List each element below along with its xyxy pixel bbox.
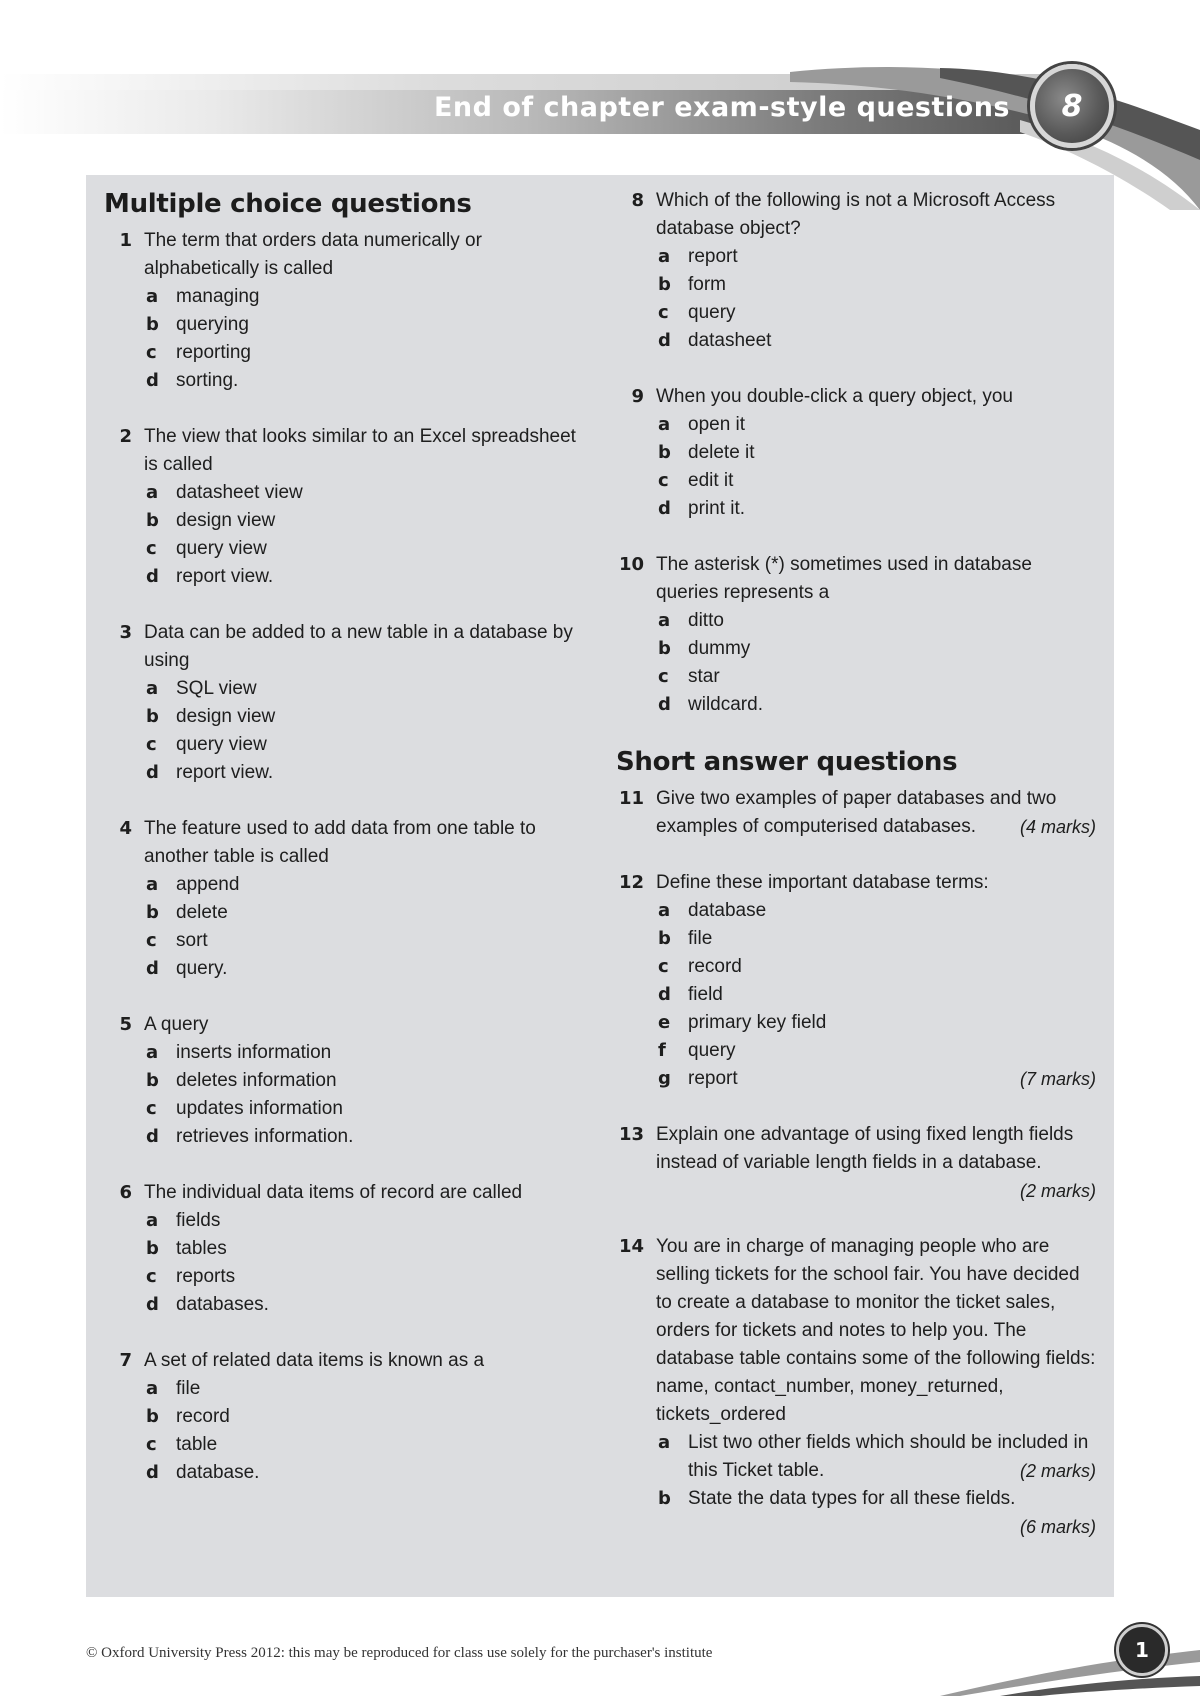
option-text: deletes information <box>176 1070 337 1091</box>
question-7 <box>104 1347 584 1487</box>
option-c <box>656 299 1096 327</box>
option-text: datasheet view <box>176 482 303 503</box>
question-text: The asterisk (*) sometimes used in database queries represents a <box>656 554 1032 603</box>
question-number: 3 <box>119 622 132 643</box>
option-text: fields <box>176 1210 221 1231</box>
option-d <box>656 691 1096 719</box>
option-text: retrieves information. <box>176 1126 354 1147</box>
option-d <box>144 955 584 983</box>
option-text: List two other fields which should be included in this Ticket table. <box>688 1432 1089 1481</box>
chapter-badge <box>1030 64 1114 148</box>
option-letter: a <box>146 1378 159 1399</box>
option-a <box>144 1039 584 1067</box>
field-list: name, contact_number, money_returned, tickets_ordered <box>656 1376 1004 1425</box>
option-text: query view <box>176 538 267 559</box>
answer-options <box>144 871 584 983</box>
option-a <box>144 871 584 899</box>
answer-options <box>144 1207 584 1319</box>
option-text: reports <box>176 1266 236 1287</box>
option-a <box>656 607 1096 635</box>
answer-options <box>656 411 1096 523</box>
option-letter: d <box>658 984 671 1005</box>
answer-options <box>656 243 1096 355</box>
question-text: Explain one advantage of using fixed length fields instead of variable length fields in a database. <box>656 1124 1074 1173</box>
answer-options <box>144 283 584 395</box>
question-text <box>656 785 1096 841</box>
option-b <box>144 1403 584 1431</box>
question-text-content: Give two examples of paper databases and two examples of computerised databases. <box>656 788 1057 837</box>
option-d <box>656 981 1096 1009</box>
option-letter: b <box>146 1238 159 1259</box>
question-number: 14 <box>618 1236 644 1257</box>
option-letter: c <box>146 1434 157 1455</box>
option-letter: e <box>658 1012 671 1033</box>
question-12 <box>616 869 1096 1093</box>
option-c <box>144 927 584 955</box>
option-text: sort <box>176 930 208 951</box>
option-c <box>144 535 584 563</box>
option-f <box>656 1037 1096 1065</box>
option-a <box>656 411 1096 439</box>
option-letter: b <box>146 510 159 531</box>
question-text: Which of the following is not a Microsoft Access database object? <box>656 190 1056 239</box>
question-number: 2 <box>119 426 132 447</box>
option-text: databases. <box>176 1294 269 1315</box>
answer-options <box>144 675 584 787</box>
option-text: query view <box>176 734 267 755</box>
option-letter: c <box>146 538 157 559</box>
option-letter: c <box>146 1098 157 1119</box>
marks-label: (2 marks) <box>1020 1181 1096 1201</box>
option-text: query. <box>176 958 228 979</box>
option-text: field <box>688 984 723 1005</box>
option-a <box>656 897 1096 925</box>
question-number: 4 <box>119 818 132 839</box>
option-c <box>656 953 1096 981</box>
option-letter: c <box>146 930 157 951</box>
option-text: tables <box>176 1238 227 1259</box>
option-text: record <box>176 1406 230 1427</box>
marks-label: (7 marks) <box>1020 1069 1096 1089</box>
option-b <box>144 1235 584 1263</box>
marks-label: (6 marks) <box>1020 1517 1096 1537</box>
option-text: print it. <box>688 498 746 519</box>
question-14 <box>616 1233 1096 1541</box>
option-letter: b <box>658 442 671 463</box>
question-number: 7 <box>119 1350 132 1371</box>
option-text: report <box>688 1068 738 1089</box>
option-letter: d <box>146 566 159 587</box>
question-5 <box>104 1011 584 1151</box>
option-letter: d <box>658 694 671 715</box>
option-c <box>656 467 1096 495</box>
question-number: 1 <box>119 230 132 251</box>
option-text: append <box>176 874 240 895</box>
page-number: 1 <box>1135 1638 1149 1662</box>
option-text: report view. <box>176 566 274 587</box>
question-11 <box>616 785 1096 841</box>
question-number: 5 <box>119 1014 132 1035</box>
page-number-badge <box>1116 1624 1168 1676</box>
option-text: wildcard. <box>688 694 763 715</box>
answer-options <box>656 897 1096 1093</box>
option-b <box>656 439 1096 467</box>
option-text: star <box>688 666 720 687</box>
option-letter: b <box>146 902 159 923</box>
option-b <box>656 925 1096 953</box>
option-text: report view. <box>176 762 274 783</box>
option-letter: b <box>658 274 671 295</box>
question-text: You are in charge of managing people who are selling tickets for the school fair. You have decided to create a database to monitor the ticket sales, orders for tickets and notes to help you. The database table contains some of the following fields: <box>656 1236 1096 1369</box>
right-column <box>616 175 1096 1569</box>
option-text: primary key field <box>688 1012 827 1033</box>
option-letter: a <box>658 414 671 435</box>
option-text: record <box>688 956 742 977</box>
option-letter: d <box>146 370 159 391</box>
option-c <box>144 731 584 759</box>
option-b <box>144 899 584 927</box>
option-letter: b <box>146 1406 159 1427</box>
option-b <box>144 703 584 731</box>
question-number: 9 <box>631 386 644 407</box>
question-text: Define these important database terms: <box>656 872 989 893</box>
question-number: 13 <box>618 1124 644 1145</box>
option-text: open it <box>688 414 746 435</box>
option-a <box>144 1375 584 1403</box>
question-text: When you double-click a query object, you <box>656 386 1013 407</box>
option-letter: a <box>658 1432 671 1453</box>
option-letter: c <box>658 470 669 491</box>
option-letter: d <box>146 762 159 783</box>
option-text: reporting <box>176 342 251 363</box>
option-a <box>656 243 1096 271</box>
question-text: The term that orders data numerically or alphabetically is called <box>144 230 482 279</box>
option-text: SQL view <box>176 678 257 699</box>
option-text: managing <box>176 286 260 307</box>
option-letter: a <box>146 1042 159 1063</box>
copyright-notice: © Oxford University Press 2012: this may be reproduced for class use solely for the purchaser's institute <box>86 1645 713 1661</box>
option-letter: c <box>146 1266 157 1287</box>
option-text: design view <box>176 706 276 727</box>
option-letter: b <box>658 928 671 949</box>
option-letter: c <box>146 342 157 363</box>
option-letter: b <box>146 314 159 335</box>
option-a <box>144 675 584 703</box>
option-b <box>144 311 584 339</box>
option-text: updates information <box>176 1098 343 1119</box>
option-text: sorting. <box>176 370 239 391</box>
option-text: State the data types for all these fields. <box>688 1488 1016 1509</box>
option-text: query <box>688 302 736 323</box>
option-text: file <box>688 928 713 949</box>
option-letter: b <box>146 1070 159 1091</box>
option-text: query <box>688 1040 736 1061</box>
page-title: End of chapter exam-style questions <box>433 92 1010 123</box>
option-d <box>144 759 584 787</box>
option-text: delete it <box>688 442 755 463</box>
option-d <box>656 327 1096 355</box>
option-text: form <box>688 274 726 295</box>
question-text: A set of related data items is known as a <box>144 1350 485 1371</box>
option-letter: c <box>658 956 669 977</box>
option-text: file <box>176 1378 201 1399</box>
question-1 <box>104 227 584 395</box>
option-d <box>144 367 584 395</box>
option-b <box>656 271 1096 299</box>
option-letter: d <box>146 958 159 979</box>
option-letter: a <box>146 286 159 307</box>
option-text: dummy <box>688 638 751 659</box>
question-10 <box>616 551 1096 719</box>
answer-options <box>144 1375 584 1487</box>
option-d <box>144 563 584 591</box>
option-c <box>656 663 1096 691</box>
option-c <box>144 1263 584 1291</box>
option-a <box>144 283 584 311</box>
question-4 <box>104 815 584 983</box>
sub-question-a <box>656 1429 1096 1485</box>
question-text: The view that looks similar to an Excel spreadsheet is called <box>144 426 576 475</box>
question-6 <box>104 1179 584 1319</box>
option-letter: d <box>658 330 671 351</box>
question-3 <box>104 619 584 787</box>
option-letter: a <box>146 678 159 699</box>
chapter-number: 8 <box>1061 88 1083 124</box>
multiple-choice-heading: Multiple choice questions <box>104 189 472 219</box>
question-number: 12 <box>618 872 644 893</box>
option-letter: f <box>658 1040 666 1061</box>
question-13 <box>616 1121 1096 1205</box>
question-8 <box>616 187 1096 355</box>
option-letter: d <box>658 498 671 519</box>
option-letter: c <box>658 666 669 687</box>
option-b <box>144 1067 584 1095</box>
question-text: A query <box>144 1014 209 1035</box>
option-b <box>656 635 1096 663</box>
option-text: ditto <box>688 610 724 631</box>
option-a <box>144 479 584 507</box>
option-c <box>144 1431 584 1459</box>
question-text: The feature used to add data from one table to another table is called <box>144 818 536 867</box>
option-letter: b <box>658 1488 671 1509</box>
question-2 <box>104 423 584 591</box>
question-number: 6 <box>119 1182 132 1203</box>
left-column <box>104 175 584 1515</box>
option-letter: a <box>658 900 671 921</box>
left-question-list <box>104 227 584 1487</box>
short-answer-heading: Short answer questions <box>616 747 958 777</box>
marks-label: (2 marks) <box>1020 1461 1096 1481</box>
option-text: database. <box>176 1462 260 1483</box>
option-letter: b <box>658 638 671 659</box>
option-text: querying <box>176 314 249 335</box>
option-letter: c <box>658 302 669 323</box>
option-c <box>144 1095 584 1123</box>
option-text: delete <box>176 902 228 923</box>
option-letter: d <box>146 1126 159 1147</box>
option-letter: c <box>146 734 157 755</box>
option-text: report <box>688 246 738 267</box>
option-letter: a <box>146 874 159 895</box>
option-c <box>144 339 584 367</box>
marks-label: (4 marks) <box>1020 817 1096 837</box>
questions-panel <box>86 175 1114 1597</box>
option-letter: d <box>146 1462 159 1483</box>
answer-options <box>656 607 1096 719</box>
answer-options <box>144 479 584 591</box>
option-d <box>656 495 1096 523</box>
right-question-list <box>616 187 1096 719</box>
option-g <box>656 1065 1096 1093</box>
question-text: The individual data items of record are called <box>144 1182 523 1203</box>
question-9 <box>616 383 1096 523</box>
option-letter: d <box>146 1294 159 1315</box>
option-text: datasheet <box>688 330 772 351</box>
option-letter: a <box>658 610 671 631</box>
answer-options <box>144 1039 584 1151</box>
option-letter: g <box>658 1068 671 1089</box>
option-letter: a <box>146 1210 159 1231</box>
option-e <box>656 1009 1096 1037</box>
option-b <box>144 507 584 535</box>
option-text: edit it <box>688 470 734 491</box>
option-d <box>144 1459 584 1487</box>
option-a <box>144 1207 584 1235</box>
option-d <box>144 1291 584 1319</box>
question-number: 10 <box>618 554 644 575</box>
question-text: Data can be added to a new table in a database by using <box>144 622 573 671</box>
question-number: 11 <box>618 788 644 809</box>
sub-question-b <box>656 1485 1096 1513</box>
option-text: database <box>688 900 767 921</box>
option-text: inserts information <box>176 1042 332 1063</box>
option-letter: a <box>146 482 159 503</box>
option-letter: a <box>658 246 671 267</box>
option-text: design view <box>176 510 276 531</box>
option-letter: b <box>146 706 159 727</box>
option-text: table <box>176 1434 218 1455</box>
answer-options <box>656 1429 1096 1513</box>
question-number: 8 <box>631 190 644 211</box>
option-d <box>144 1123 584 1151</box>
